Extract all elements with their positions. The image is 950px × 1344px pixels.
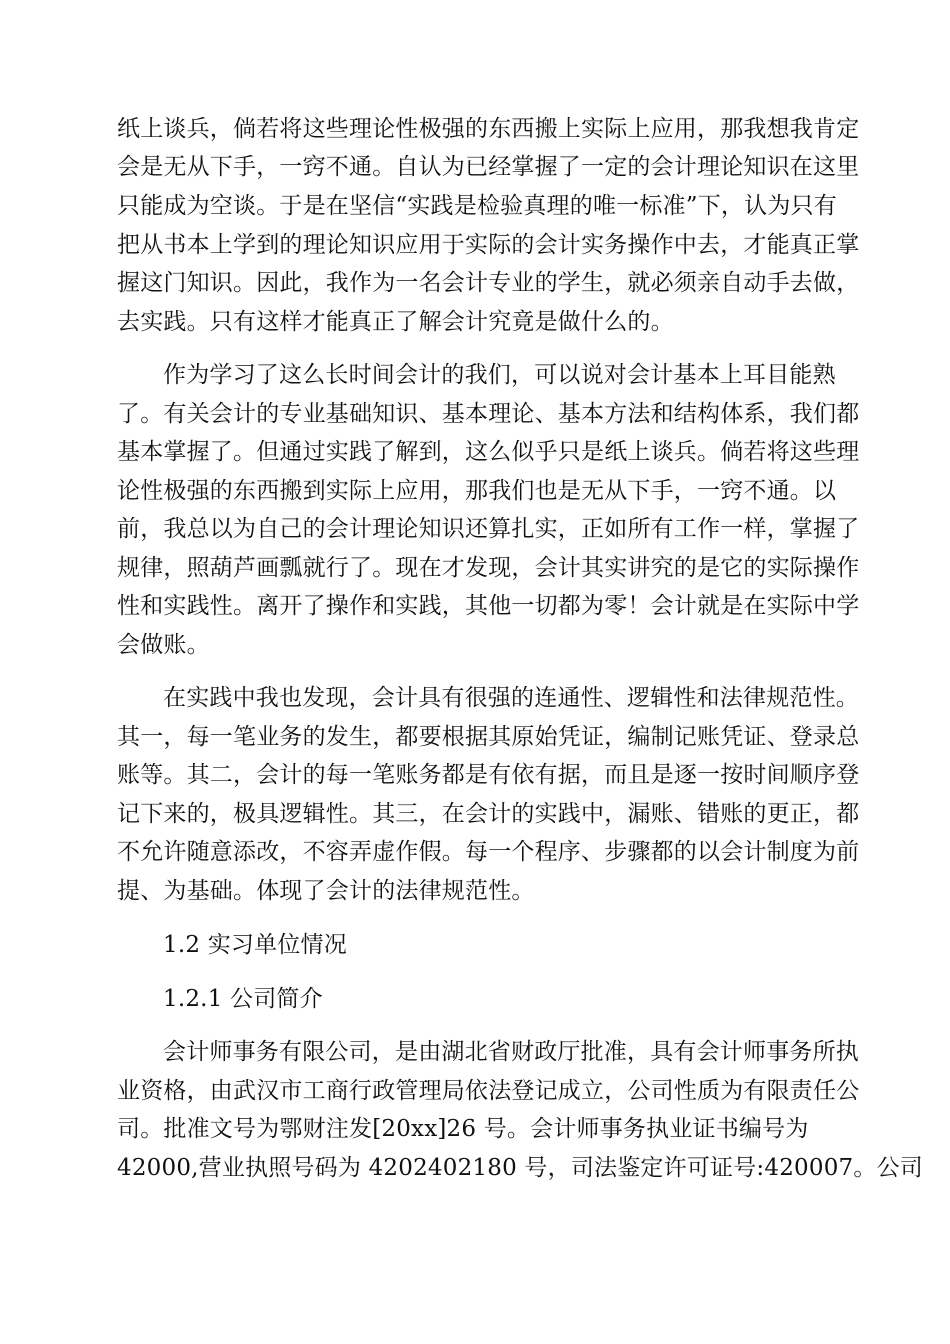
section-heading: 1.2 实习单位情况 <box>163 932 347 958</box>
text-line: 业资格，由武汉市工商行政管理局依法登记成立，公司性质为有限责任公 <box>117 1078 860 1104</box>
text-line: 会做账。 <box>117 632 210 658</box>
text-line: 会计师事务有限公司，是由湖北省财政厅批准，具有会计师事务所执 <box>163 1039 859 1065</box>
text-line: 账等。其二，会计的每一笔账务都是有依有据，而且是逐一按时间顺序登 <box>117 762 860 788</box>
subsection-heading: 1.2.1 公司简介 <box>163 986 323 1012</box>
text-line: 提、为基础。体现了会计的法律规范性。 <box>117 878 535 904</box>
text-line: 把从书本上学到的理论知识应用于实际的会计实务操作中去，才能真正掌 <box>117 232 860 258</box>
text-line: 前，我总以为自己的会计理论知识还算扎实，正如所有工作一样，掌握了 <box>117 516 860 542</box>
text-line: 作为学习了这么长时间会计的我们，可以说对会计基本上耳目能熟 <box>163 362 836 388</box>
text-line: 不允许随意添改，不容弄虚作假。每一个程序、步骤都的以会计制度为前 <box>117 839 860 865</box>
text-line: 会是无从下手，一窍不通。自认为已经掌握了一定的会计理论知识在这里 <box>117 154 860 180</box>
text-line: 去实践。只有这样才能真正了解会计究竟是做什么的。 <box>117 309 674 335</box>
text-line: 在实践中我也发现，会计具有很强的连通性、逻辑性和法律规范性。 <box>163 685 859 711</box>
text-line: 记下来的，极具逻辑性。其三，在会计的实践中，漏账、错账的更正，都 <box>117 801 860 827</box>
text-line: 基本掌握了。但通过实践了解到，这么似乎只是纸上谈兵。倘若将这些理 <box>117 439 860 465</box>
text-line: 司。批准文号为鄂财注发[20xx]26 号。会计师事务执业证书编号为 <box>117 1116 809 1142</box>
text-line: 了。有关会计的专业基础知识、基本理论、基本方法和结构体系，我们都 <box>117 401 860 427</box>
text-line: 只能成为空谈。于是在坚信“实践是检验真理的唯一标准”下，认为只有 <box>117 193 837 219</box>
text-line: 论性极强的东西搬到实际上应用，那我们也是无从下手，一窍不通。以 <box>117 478 837 504</box>
text-line: 其一，每一笔业务的发生，都要根据其原始凭证，编制记账凭证、登录总 <box>117 724 860 750</box>
text-line: 纸上谈兵，倘若将这些理论性极强的东西搬上实际上应用，那我想我肯定 <box>117 116 860 142</box>
text-line: 42000,营业执照号码为 4202402180 号，司法鉴定许可证号:420007。公司 <box>117 1155 923 1181</box>
text-line: 握这门知识。因此，我作为一名会计专业的学生，就必须亲自动手去做， <box>117 270 860 296</box>
text-line: 性和实践性。离开了操作和实践，其他一切都为零！会计就是在实际中学 <box>117 593 860 619</box>
text-line: 规律，照葫芦画瓢就行了。现在才发现，会计其实讲究的是它的实际操作 <box>117 555 860 581</box>
